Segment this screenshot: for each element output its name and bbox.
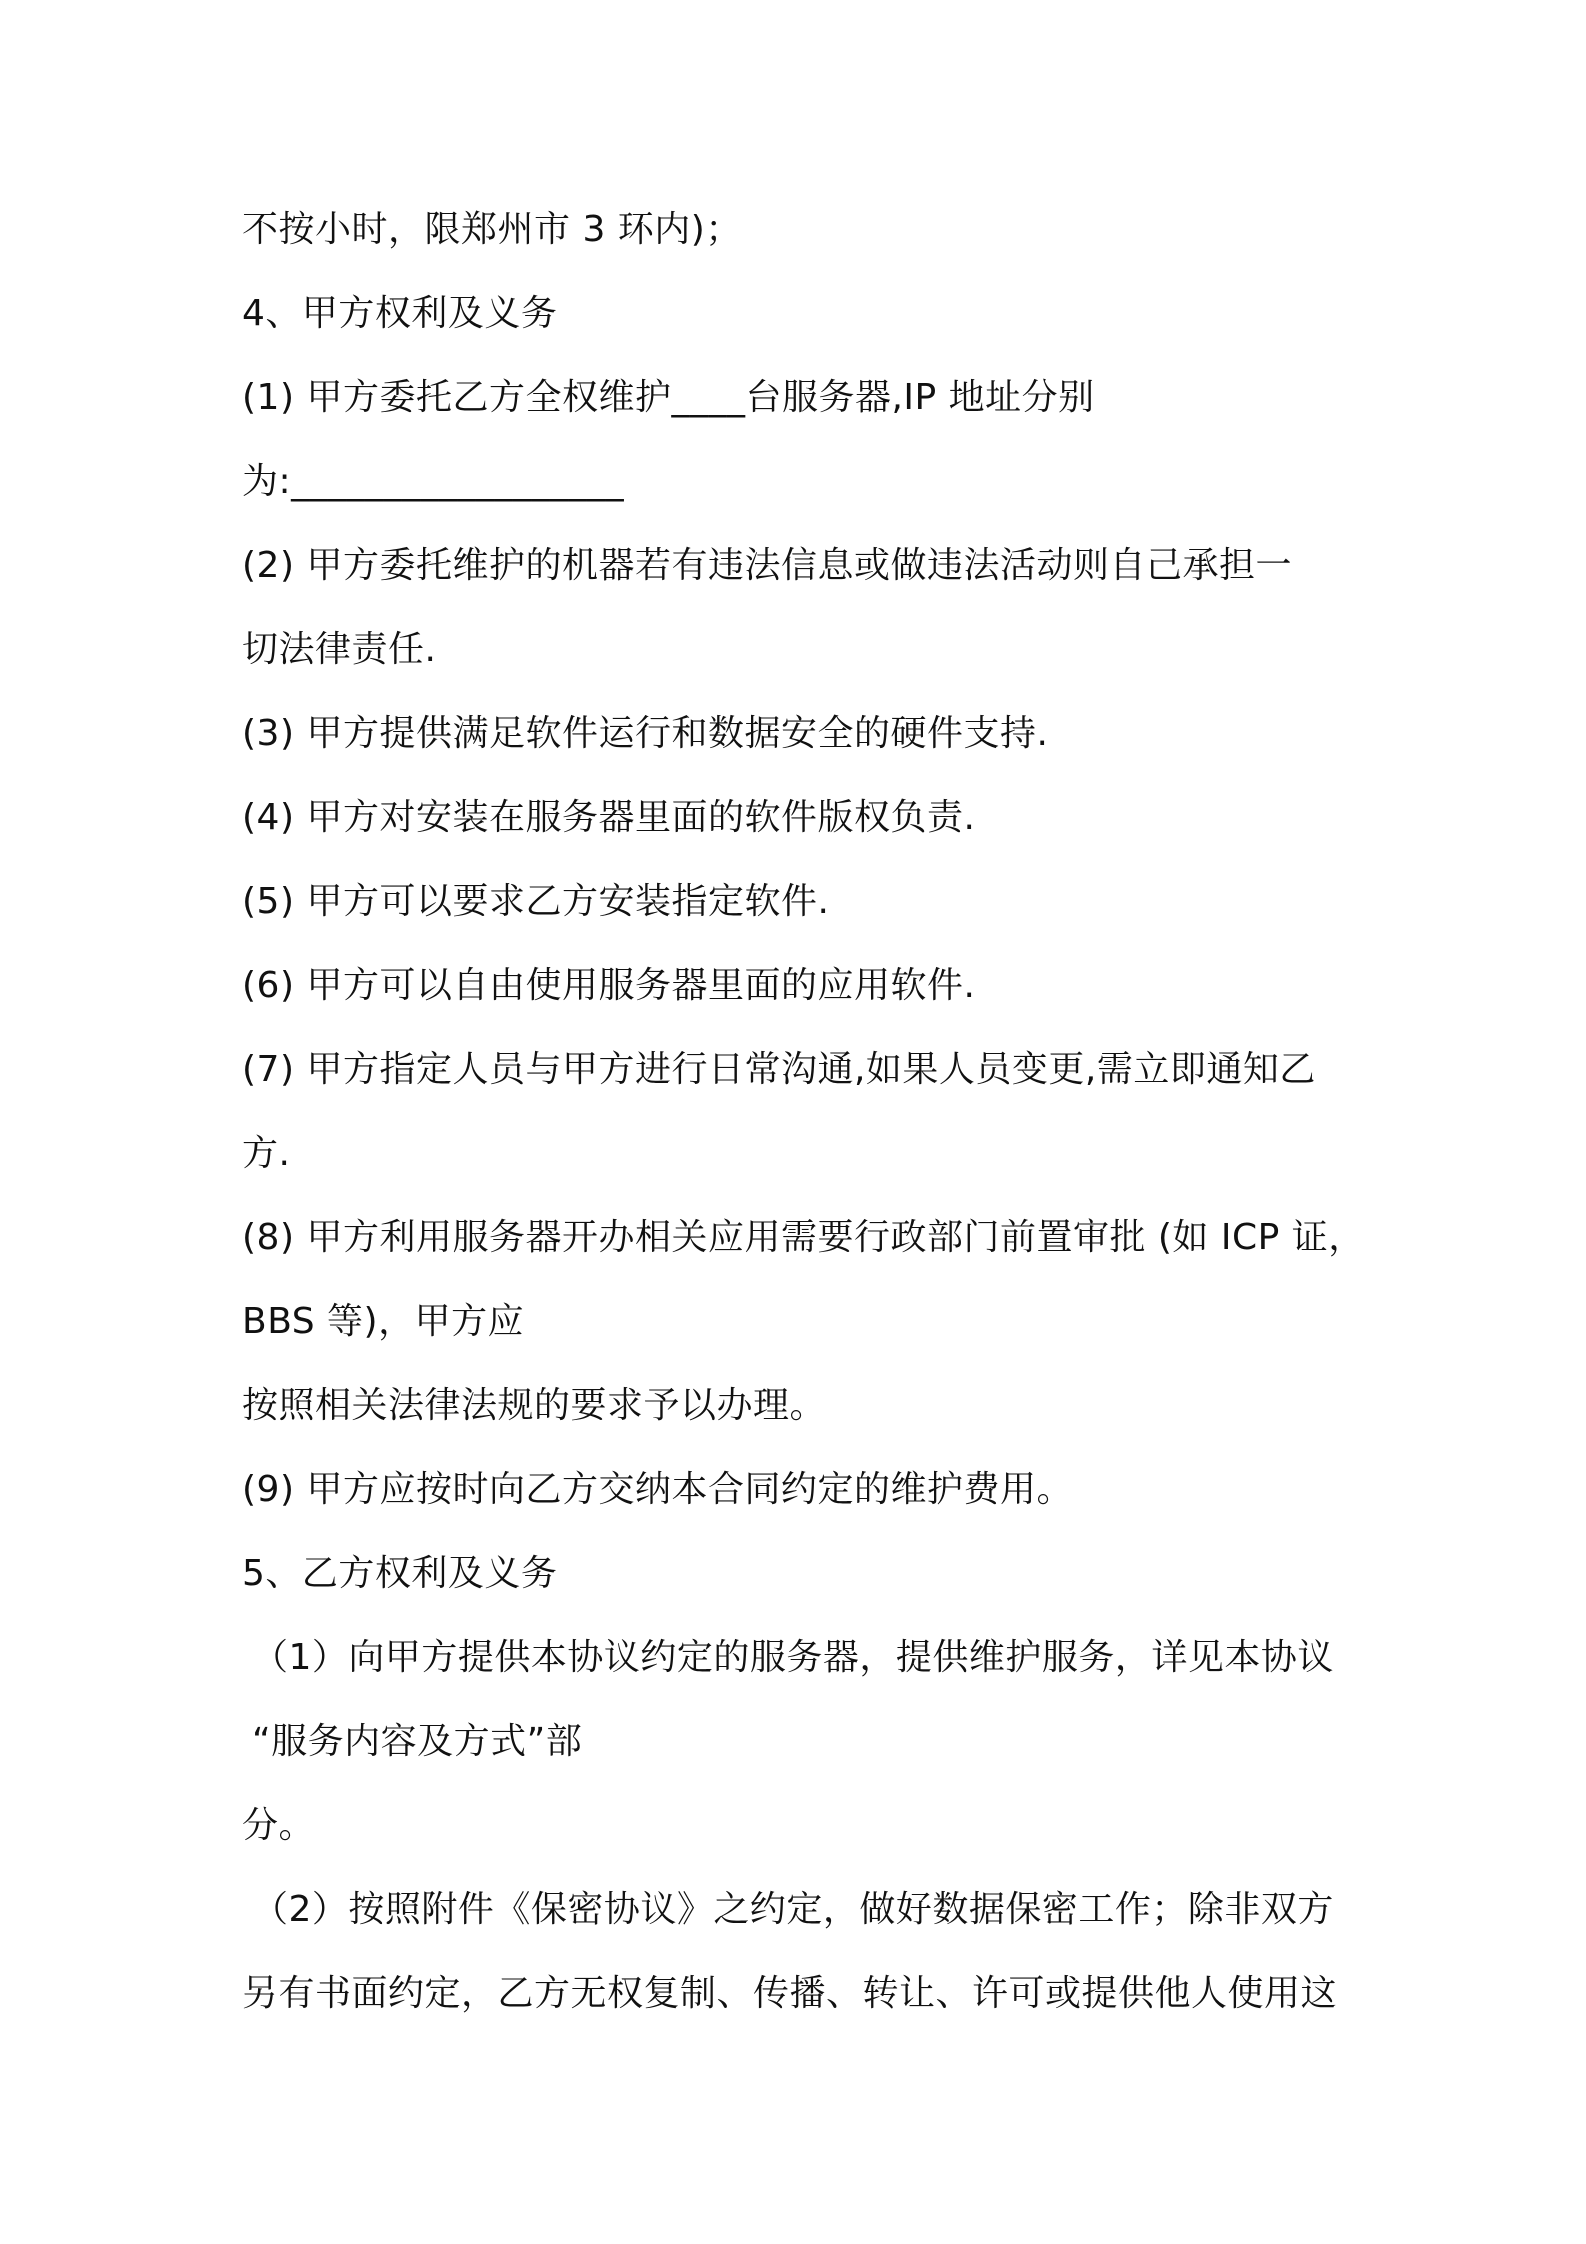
text-line: (2) 甲方委托维护的机器若有违法信息或做违法活动则自己承担一 — [242, 545, 1292, 586]
text-line: (1) 甲方委托乙方全权维护____台服务器,IP 地址分别 — [242, 377, 1095, 418]
section-heading: 4、甲方权利及义务 — [242, 293, 558, 334]
text-line: (8) 甲方利用服务器开办相关应用需要行政部门前置审批 (如 ICP 证， — [242, 1217, 1365, 1258]
section-heading: 5、乙方权利及义务 — [242, 1553, 558, 1594]
text-line: 不按小时，限郑州市 3 环内)； — [242, 209, 742, 250]
text-line: 分。 — [242, 1805, 316, 1846]
text-line: (7) 甲方指定人员与甲方进行日常沟通,如果人员变更,需立即通知乙 — [242, 1049, 1316, 1090]
text-line: (5) 甲方可以要求乙方安装指定软件. — [242, 881, 830, 922]
text-line: 为:__________________ — [242, 461, 625, 502]
text-line: BBS 等)，甲方应 — [242, 1301, 525, 1342]
text-line: “服务内容及方式”部 — [252, 1721, 583, 1762]
text-line: （1）向甲方提供本协议约定的服务器，提供维护服务，详见本协议 — [252, 1637, 1334, 1678]
text-line: 方. — [242, 1133, 291, 1174]
text-line: 另有书面约定，乙方无权复制、传播、转让、许可或提供他人使用这 — [242, 1973, 1338, 2014]
text-line: (6) 甲方可以自由使用服务器里面的应用软件. — [242, 965, 976, 1006]
text-line: 按照相关法律法规的要求予以办理。 — [242, 1385, 827, 1426]
text-line: （2）按照附件《保密协议》之约定，做好数据保密工作；除非双方 — [252, 1889, 1334, 1930]
text-line: 切法律责任. — [242, 629, 437, 670]
text-line: (4) 甲方对安装在服务器里面的软件版权负责. — [242, 797, 976, 838]
text-line: (3) 甲方提供满足软件运行和数据安全的硬件支持. — [242, 713, 1049, 754]
text-line: (9) 甲方应按时向乙方交纳本合同约定的维护费用。 — [242, 1469, 1073, 1510]
